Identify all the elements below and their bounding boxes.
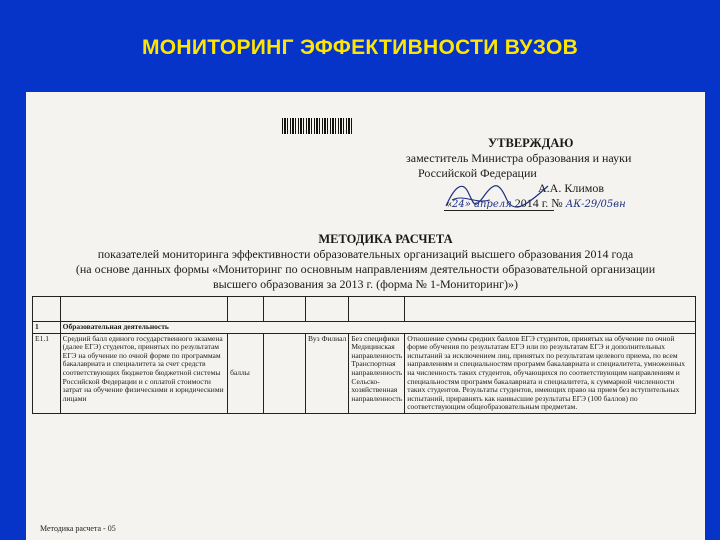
barcode (282, 118, 352, 134)
date-mid: 2014 г. № (514, 196, 563, 210)
indicator-code: Е1.1 (33, 333, 61, 413)
section-title: Образовательная деятельность (60, 322, 695, 334)
date-prefix: « (446, 196, 452, 210)
approval-header: УТВЕРЖДАЮ (488, 136, 574, 150)
slide-title: МОНИТОРИНГ ЭФФЕКТИВНОСТИ ВУЗОВ (141, 36, 579, 59)
section-row (33, 322, 696, 334)
approval-country: Российской Федерации (418, 166, 537, 180)
table-row (33, 333, 696, 413)
handwritten-number: АК-29/05вн (565, 199, 626, 210)
indicators-table (32, 296, 696, 414)
indicator-name: Средний балл единого государственного экзамена (далее ЕГЭ) студентов, принятых по результатам ЕГЭ на обучение по очной форме по программам бакалавриата и специалитета за счет средств соответствующих бюджетов бюджетной системы Российской Федерации и с оплатой стоимости затрат на обучение физическими и юридическими лицами (60, 333, 227, 413)
section-number: 1 (33, 322, 61, 334)
signature (444, 192, 554, 211)
method-line-2: (на основе данных формы «Мониторинг по основным направлениям деятельности образовательной организации (75, 262, 656, 276)
indicator-specifics: Без специфики Медицинская направленность Транспортная направленность Сельско-хозяйственная направленность (349, 333, 405, 413)
method-heading (26, 232, 705, 292)
table-header-row (33, 297, 696, 322)
approval-signer: А.А. Климов (538, 181, 605, 195)
indicator-unit: баллы (228, 333, 264, 413)
document-footer: Методика расчета - 05 (40, 524, 116, 533)
indicator-method: Отношение суммы средних баллов ЕГЭ студентов, принятых на обучение по очной форме обучения по результатам ЕГЭ или по результатам ЕГЭ и дополнительных испытаний за исключением лиц, принятых по результатам целевого приема, по всем направлениям и специальностям программ бакалавриата и специалитета, умноженных на численность таких студентов, обучающихся по соответствующим направлениям и специальностям программ бакалавриата и специалитета, к суммарной численности таких студентов. Результаты студентов, имеющих право на прием без вступительных испытаний, приравнять как наивысшие результаты ЕГЭ (100 баллов) по соответствующим общеобразовательным предметам. (405, 333, 696, 413)
method-line-3: высшего образования за 2013 г. (форма № 1-Мониторинг)») (212, 277, 519, 291)
method-title: МЕТОДИКА РАСЧЕТА (318, 232, 453, 246)
method-line-1: показателей мониторинга эффективности образовательных организаций высшего образования 2014 года (97, 247, 634, 261)
signature-scribble-icon (444, 178, 554, 212)
indicator-level: Вуз Филиал (305, 333, 348, 413)
handwritten-date: 24» апреля (452, 199, 512, 210)
approval-position: заместитель Министра образования и науки (406, 151, 632, 165)
scanned-document (26, 92, 705, 540)
